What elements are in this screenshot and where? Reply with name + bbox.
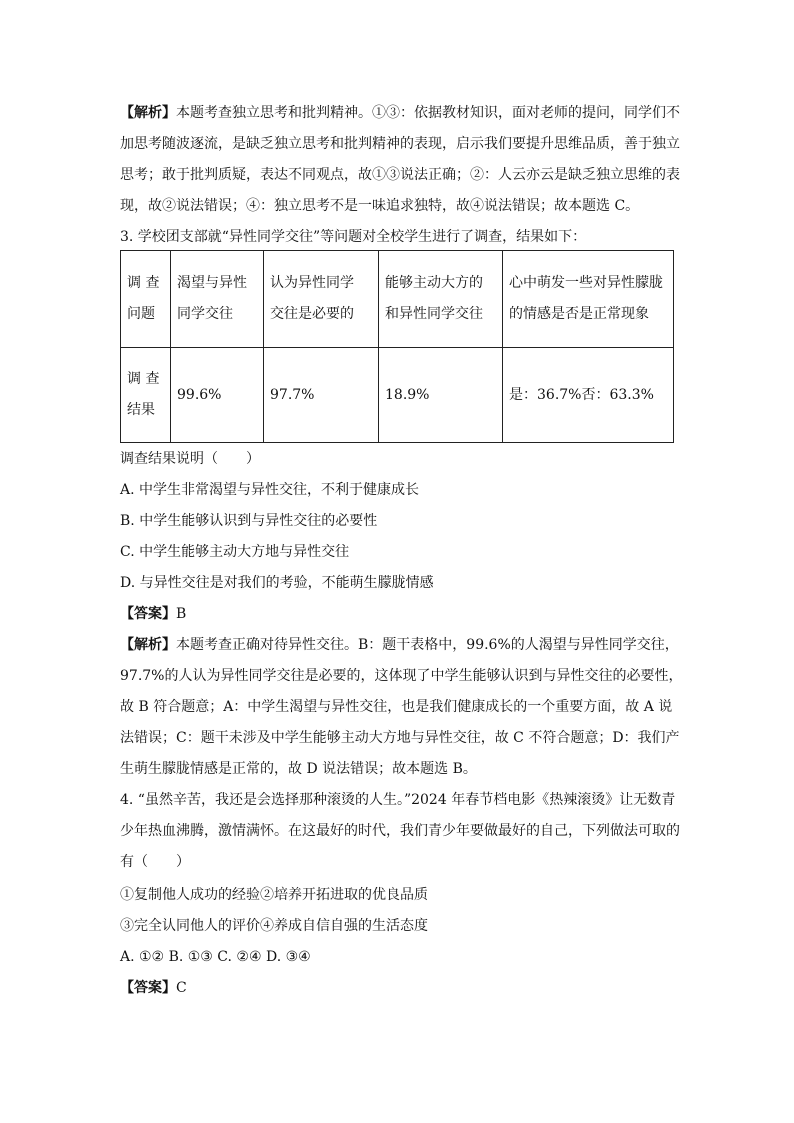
q4-item-line-1: ①复制他人成功的经验②培养开拓进取的优良品质 xyxy=(120,887,428,903)
q3-analysis-line-3: 故 B 符合题意；A：中学生渴望与异性交往，也是我们健康成长的一个重要方面，故 A 说 xyxy=(120,699,673,715)
q3-option-a: A. 中学生非常渴望与异性交往，不利于健康成长 xyxy=(120,482,420,498)
analysis-label: 【解析】 xyxy=(120,105,176,121)
table-header-cell: 能够主动大方的 和异性同学交往 xyxy=(379,251,503,348)
table-cell: 18.9% xyxy=(379,348,503,443)
table-cell: 99.6% xyxy=(171,348,264,443)
q3-analysis-line-4: 法错误；C：题干未涉及中学生能够主动大方地与异性交往，故 C 不符合题意；D：我们产 xyxy=(120,730,680,746)
q3-analysis-line-5: 生萌生朦胧情感是正常的，故 D 说法错误；故本题选 B。 xyxy=(120,761,477,777)
analysis-label: 【解析】 xyxy=(120,637,176,653)
survey-table xyxy=(120,250,674,443)
table-row xyxy=(121,348,674,443)
q4-options: A. ①② B. ①③ C. ②④ D. ③④ xyxy=(120,949,311,965)
q3-option-b: B. 中学生能够认识到与异性交往的必要性 xyxy=(120,513,378,529)
q4-answer: 【答案】C xyxy=(120,980,187,996)
table-row xyxy=(121,251,674,348)
table-cell: 97.7% xyxy=(264,348,379,443)
table-header-cell: 认为异性同学 交往是必要的 xyxy=(264,251,379,348)
row-header-result: 调 查 结果 xyxy=(121,348,171,443)
table-cell: 是：36.7%否：63.3% xyxy=(503,348,674,443)
q2-analysis-line-1: 【解析】本题考查独立思考和批判精神。①③：依据教材知识，面对老师的提问，同学们不 xyxy=(120,105,680,121)
q4-stem-line-2: 少年热血沸腾，激情满怀。在这最好的时代，我们青少年要做最好的自己，下列做法可取的 xyxy=(120,823,680,839)
answer-label: 【答案】 xyxy=(120,980,176,996)
q3-option-c: C. 中学生能够主动大方地与异性交往 xyxy=(120,544,350,560)
q4-item-line-2: ③完全认同他人的评价④养成自信自强的生活态度 xyxy=(120,918,428,934)
q2-analysis-line-4: 现，故②说法错误；④：独立思考不是一味追求独特，故④说法错误；故本题选 C。 xyxy=(120,198,640,214)
q2-analysis-line-3: 思考；敢于批判质疑，表达不同观点，故①③说法正确；②：人云亦云是缺乏独立思维的表 xyxy=(120,167,680,183)
answer-label: 【答案】 xyxy=(120,606,176,622)
q4-stem-line-3: 有（ ） xyxy=(120,854,190,870)
table-header-cell: 渴望与异性 同学交往 xyxy=(171,251,264,348)
q3-option-d: D. 与异性交往是对我们的考验，不能萌生朦胧情感 xyxy=(120,575,434,591)
q3-analysis-line-2: 97.7%的人认为异性同学交往是必要的，这体现了中学生能够认识到与异性交往的必要性， xyxy=(120,668,683,684)
q3-stem: 3. 学校团支部就“异性同学交往”等问题对全校学生进行了调查，结果如下： xyxy=(120,229,587,245)
q3-answer: 【答案】B xyxy=(120,606,187,622)
q3-question: 调查结果说明（ ） xyxy=(120,451,260,467)
q2-analysis-line-2: 加思考随波逐流，是缺乏独立思考和批判精神的表现，启示我们要提升思维品质，善于独立 xyxy=(120,136,680,152)
row-header-question: 调 查 问题 xyxy=(121,251,171,348)
table-header-cell: 心中萌发一些对异性朦胧 的情感是否是正常现象 xyxy=(503,251,674,348)
q3-analysis-line-1: 【解析】本题考查正确对待异性交往。B：题干表格中，99.6%的人渴望与异性同学交往， xyxy=(120,637,679,653)
q4-stem-line-1: 4. “虽然辛苦，我还是会选择那种滚烫的人生。”2024 年春节档电影《热辣滚烫》让无数青 xyxy=(120,792,676,808)
